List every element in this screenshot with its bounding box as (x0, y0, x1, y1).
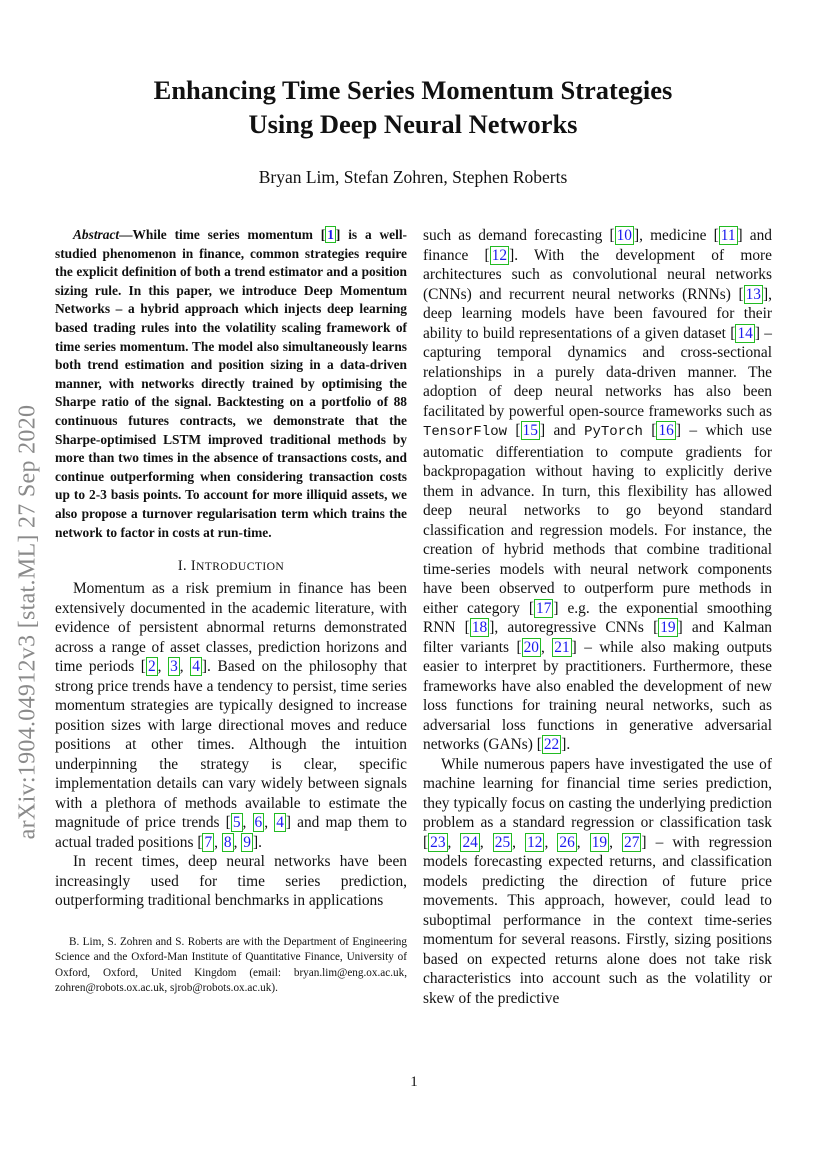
citation-link[interactable]: 18 (471, 619, 488, 636)
citation-link[interactable]: 25 (494, 833, 511, 851)
citation-link[interactable]: 21 (554, 638, 570, 656)
tensorflow-name: TensorFlow (423, 424, 508, 440)
author-footnote: B. Lim, S. Zohren and S. Roberts are with the Department of Engineering Science and the Oxford-Man Institute of Quantitative Finance, University of Oxford, Oxford, United Kingdom (email: bryan.lim@eng.ox.ac.uk, zohren@robots.ox.ac.uk, sjrob@robots.ox.ac.uk). (55, 936, 407, 995)
text-span: In recent times, deep neural networks have been increasingly used for time series prediction, outperforming traditional benchmarks in applications (55, 853, 407, 910)
abstract-text-1: While time series momentum (132, 227, 321, 242)
citation-link[interactable]: 4 (192, 658, 200, 676)
abstract-dash: — (119, 227, 133, 242)
intro-paragraph-2 (55, 852, 407, 911)
text-span: . (566, 736, 571, 753)
citation-link[interactable]: 7 (204, 833, 213, 851)
citation-link[interactable]: 27 (624, 833, 640, 851)
arxiv-stamp-text: arXiv:1904.04912v3 [stat.ML] 27 Sep 2020 (14, 404, 41, 840)
text-span: – capturing temporal dynamics and cross-sectional relationships in a purely data-driven manner. The adoption of deep neural networks has also been facilitated by powerful open-source frameworks such as (423, 324, 772, 420)
citation-link[interactable]: 1 (327, 227, 334, 242)
paper-title (60, 73, 766, 141)
text-span: . With the development of more architectures such as convolutional neural networks (CNNs) and recurrent neural networks (RNNs) (423, 246, 772, 303)
text-span: , deep learning models have been favoured for their ability to build representations of a given dataset (423, 285, 772, 342)
citation-link[interactable]: 12 (491, 246, 508, 264)
pytorch-name: PyTorch (584, 424, 643, 440)
citation-link[interactable]: 20 (523, 638, 539, 656)
text-span: Momentum as a risk premium in finance has been extensively documented in the academic literature, with evidence of persistent abnormal returns demonstrated across a range of asset classes, prediction horizons and time periods (55, 580, 407, 676)
text-span: such as demand forecasting (423, 227, 610, 244)
arxiv-stamp (8, 362, 48, 882)
citation-link[interactable]: 12 (527, 833, 543, 851)
intro-paragraph-3: While numerous papers have investigated the use of machine learning for financial time series prediction, they typically focus on casting the underlying prediction problem as a standard regression or classification task [ 23 , 24 , 25 , 12 , 26 , 19 , 27 ] – with regression models forecasting expected returns, and classification models predicting the direction of future price movements. This approach, however, could lead to suboptimal performance in the context time-series momentum for several reasons. Firstly, sizing positions based on expected returns alone does not take risk characteristics into account such as the volatility or skew of the predictive (423, 755, 773, 1007)
citation-link[interactable]: 11 (720, 227, 736, 244)
text-span: and Kalman filter variants (423, 619, 773, 656)
text-span: , autoregressive CNNs (494, 619, 654, 636)
citation-link[interactable]: 2 (147, 658, 156, 676)
abstract: Abstract—While time series momentum [ 1 ] is a well-studied phenomenon in finance, common strategies require the explicit definition of both a trend estimator and a position sizing rule. In this paper, we introduce Deep Momentum Networks – a hybrid approach which injects deep learning based trading rules into the volatility scaling framework of time series momentum. The model also simultaneously learns both trend estimation and position sizing in a data-driven manner, with networks directly trained by optimising the Sharpe ratio of the signal. Backtesting on a portfolio of 88 continuous futures contracts, we demonstrate that the Sharpe-optimised LSTM improved traditional methods by more than two times in the absence of transactions costs, and continue outperforming when considering transaction costs up to 2-3 basis points. To account for more illiquid assets, we also propose a turnover regularisation term which trains the network to factor in costs at run-time. (55, 227, 407, 540)
text-span: – which use automatic differentiation to compute gradients for backpropagation without having to explicitly derive them in advance. In turn, this flexibility has allowed deep neural networks to go beyond standard classification and regression models. For instance, the creation of hybrid methods that combine traditional time-series models with neural network components have been observed to outperform pure methods in either category (423, 422, 772, 617)
citation-link[interactable]: 16 (658, 422, 674, 439)
intro-paragraph-1: Momentum as a risk premium in finance has been extensively documented in the academic literature, with evidence of persistent abnormal returns demonstrated across a range of asset classes, prediction horizons and time periods [ 2 , 3 , 4 ]. Based on the philosophy that strong price trends have a tendency to persist, time series momentum strategies are typically designed to increase position sizes with large directional moves and reduce positions at other times. Although the intuition underpinning the strategy is clear, specific implementation details can vary widely between signals with a plethora of methods available to estimate the magnitude of price trends [ 5 , 6 , 4 ] and map them to actual traded positions [ 7 , 8 , 9 ]. (55, 580, 407, 851)
authors: Bryan Lim, Stefan Zohren, Stephen Roberts (258, 167, 568, 187)
citation-link[interactable]: 4 (276, 814, 284, 832)
citation-link[interactable]: 13 (745, 285, 761, 303)
citation-link[interactable]: 17 (536, 599, 552, 617)
text-span: . (258, 833, 262, 851)
text-span: . Based on the philosophy that strong price trends have a tendency to persist, time series momentum strategies are typically designed to increase position sizes with large directional moves and reduce positions at other times. Although the intuition underpinning the strategy is clear, specific implementation details can vary widely between signals with a plethora of methods available to estimate the magnitude of price trends (55, 658, 407, 832)
citation-link[interactable]: 14 (737, 324, 753, 342)
citation-link[interactable]: 5 (232, 814, 241, 832)
citation-link[interactable]: 3 (170, 658, 178, 676)
citation-link[interactable]: 10 (616, 227, 632, 244)
right-column (423, 226, 772, 1008)
abstract-text-2: is a well-studied phenomenon in finance, common strategies require the explicit definition of both a trend estimator and a position sizing rule. In this paper, we introduce Deep Momentum Networks – a hybrid approach which injects deep learning based trading rules into the volatility scaling framework of time series momentum. The model also simultaneously learns both trend estimation and position sizing in a data-driven manner, with networks directly trained by optimising the Sharpe ratio of the signal. Backtesting on a portfolio of 88 continuous futures contracts, we demonstrate that the Sharpe-optimised LSTM improved traditional methods by more than two times in the absence of transactions costs, and continue outperforming when considering transaction costs up to 2-3 basis points. To account for more illiquid assets, we also propose a turnover regularisation term which trains the network to factor in costs at run-time. (55, 227, 407, 540)
citation-link[interactable]: 22 (543, 736, 560, 753)
abstract-label: Abstract (73, 227, 120, 242)
page-number: 1 (410, 1074, 418, 1090)
text-span: and finance (423, 227, 772, 264)
text-span: e.g. the exponential smoothing RNN (423, 599, 773, 636)
citation-link[interactable]: 24 (462, 833, 478, 851)
left-column (55, 226, 407, 911)
section-first-letter: I (190, 558, 196, 575)
citation-link[interactable]: 9 (243, 833, 251, 851)
text-span: and (545, 422, 585, 439)
text-span: and map them to actual traded positions (55, 814, 407, 851)
citation-link[interactable]: 6 (254, 814, 263, 832)
citation-link[interactable]: 23 (430, 833, 446, 851)
citation-link[interactable]: 26 (559, 833, 575, 851)
title-line-2: Using Deep Neural Networks (248, 109, 578, 139)
citation-link[interactable]: 19 (591, 833, 608, 851)
text-span: While numerous papers have investigated the use of machine learning for financial time series prediction, they typically focus on casting the underlying prediction problem as a standard regression or classification task (423, 755, 772, 831)
section-heading-introduction (55, 558, 407, 575)
text-span: – while also making outputs easier to interpret by practitioners. Furthermore, these frameworks have also enabled the development of new loss functions for training neural networks, such as adversarial loss functions in generative adversarial networks (GANs) (423, 638, 772, 753)
title-line-1: Enhancing Time Series Momentum Strategies (153, 75, 673, 105)
text-span: – with regression models forecasting expected returns, and classification models predicting the direction of future price movements. This approach, however, could lead to suboptimal performance in the context time-series momentum for several reasons. Firstly, sizing positions based on expected returns alone does not take risk characteristics into account such as the volatility or skew of the predictive (423, 833, 773, 1007)
text-span: , medicine (639, 227, 714, 244)
section-number: I. (177, 558, 191, 575)
citation-link[interactable]: 15 (522, 422, 538, 439)
section-rest: NTRODUCTION (196, 560, 285, 574)
intro-paragraph-2-cont: such as demand forecasting [ 10 ], medicine [ 11 ] and finance [ 12 ]. With the development of more architectures such as convolutional neural networks (CNNs) and recurrent neural networks (RNNs) [ 13 ], deep learning models have been favoured for their ability to build representations of a given dataset [ 14 ] – capturing temporal dynamics and cross-sectional relationships in a purely data-driven manner. The adoption of deep neural networks has also been facilitated by powerful open-source frameworks such as TensorFlow [ 15 ] and PyTorch [ 16 ] – which use automatic differentiation to compute gradients for backpropagation without having to explicitly derive them in advance. In turn, this flexibility has allowed deep neural networks to go beyond standard classification and regression models. For instance, the creation of hybrid methods that combine traditional time-series models with neural network components have been observed to outperform pure methods in either category [ 17 ] e.g. the exponential smoothing RNN [ 18 ], autoregressive CNNs [ 19 ] and Kalman filter variants [ 20 , 21 ] – while also making outputs easier to interpret by practitioners. Furthermore, these frameworks have also enabled the development of new loss functions for training neural networks, such as adversarial loss functions in generative adversarial networks (GANs) [ 22 ]. (423, 227, 773, 753)
citation-link[interactable]: 19 (660, 619, 676, 636)
citation-link[interactable]: 8 (223, 833, 232, 851)
